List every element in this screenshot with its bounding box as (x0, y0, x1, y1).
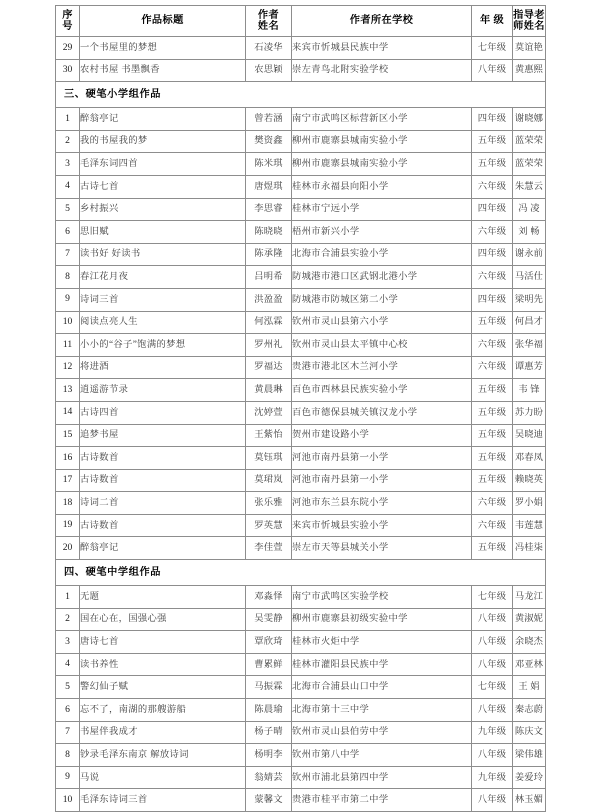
table-row (56, 424, 546, 447)
cell-grade: 八年级 (472, 59, 513, 82)
cell-title: 古诗七首 (80, 175, 246, 198)
cell-author: 覃欣琦 (246, 631, 292, 654)
cell-school: 贵港市桂平市第二中学 (292, 789, 472, 812)
cell-title: 无题 (80, 586, 246, 609)
cell-teacher: 何昌才 (513, 311, 546, 334)
cell-seq: 20 (56, 537, 80, 560)
cell-seq: 16 (56, 447, 80, 470)
cell-teacher: 梁伟雄 (513, 744, 546, 767)
cell-school: 百色市德保县城关镇汉龙小学 (292, 401, 472, 424)
cell-grade: 七年级 (472, 676, 513, 699)
cell-author: 王紫怡 (246, 424, 292, 447)
cell-grade: 四年级 (472, 108, 513, 131)
cell-school: 北海市合浦县实验小学 (292, 243, 472, 266)
cell-seq: 29 (56, 37, 80, 60)
cell-grade: 六年级 (472, 334, 513, 357)
cell-author: 唐煜琪 (246, 175, 292, 198)
table-row (56, 288, 546, 311)
cell-author: 吴雯静 (246, 608, 292, 631)
section-heading-row (56, 82, 546, 108)
cell-title: 农村书屋 书墨飘香 (80, 59, 246, 82)
cell-seq: 10 (56, 311, 80, 334)
cell-author: 曾若涵 (246, 108, 292, 131)
column-header-teacher-line1: 指导老 (513, 9, 545, 21)
cell-seq: 7 (56, 721, 80, 744)
table-row (56, 537, 546, 560)
cell-school: 钦州市灵山县第六小学 (292, 311, 472, 334)
cell-seq: 14 (56, 401, 80, 424)
cell-school: 来宾市忻城县民族中学 (292, 37, 472, 60)
cell-teacher: 赖晓英 (513, 469, 546, 492)
cell-title: 警幻仙子赋 (80, 676, 246, 699)
table-row (56, 266, 546, 289)
cell-seq: 2 (56, 608, 80, 631)
cell-title: 诗词三首 (80, 288, 246, 311)
cell-grade: 八年级 (472, 699, 513, 722)
cell-author: 沈婷萱 (246, 401, 292, 424)
cell-teacher: 陈庆文 (513, 721, 546, 744)
cell-title: 将进酒 (80, 356, 246, 379)
cell-seq: 17 (56, 469, 80, 492)
cell-title: 思旧赋 (80, 221, 246, 244)
cell-grade: 九年级 (472, 766, 513, 789)
cell-author: 杨子晴 (246, 721, 292, 744)
cell-school: 来宾市忻城县实验小学 (292, 514, 472, 537)
cell-teacher: 林玉媚 (513, 789, 546, 812)
cell-school: 北海市合浦县山口中学 (292, 676, 472, 699)
table-row (56, 175, 546, 198)
cell-teacher: 黄淑妮 (513, 608, 546, 631)
cell-school: 桂林市火炬中学 (292, 631, 472, 654)
cell-teacher: 蓝荣荣 (513, 153, 546, 176)
cell-title: 钞录毛泽东南京 解放诗词 (80, 744, 246, 767)
cell-teacher: 莫谊艳 (513, 37, 546, 60)
cell-seq: 19 (56, 514, 80, 537)
table-row (56, 334, 546, 357)
table-row (56, 198, 546, 221)
cell-author: 邓淼怿 (246, 586, 292, 609)
cell-author: 农思颖 (246, 59, 292, 82)
cell-seq: 5 (56, 198, 80, 221)
cell-teacher: 谢晓娜 (513, 108, 546, 131)
cell-seq: 12 (56, 356, 80, 379)
cell-school: 河池市东兰县东院小学 (292, 492, 472, 515)
table-header-row (56, 6, 546, 37)
column-header-author-line1: 作者 (257, 9, 280, 21)
cell-grade: 五年级 (472, 447, 513, 470)
cell-title: 醉翁亭记 (80, 537, 246, 560)
cell-seq: 5 (56, 676, 80, 699)
cell-seq: 8 (56, 744, 80, 767)
cell-author: 洪盈盈 (246, 288, 292, 311)
column-header-teacher-line2: 师姓名 (513, 21, 545, 32)
cell-teacher: 梁明先 (513, 288, 546, 311)
cell-author: 马振霖 (246, 676, 292, 699)
section-heading-row (56, 560, 546, 586)
cell-grade: 五年级 (472, 537, 513, 560)
cell-school: 北海市第十三中学 (292, 699, 472, 722)
cell-title: 古诗数首 (80, 514, 246, 537)
cell-teacher: 王 娟 (513, 676, 546, 699)
cell-teacher: 吴晓迪 (513, 424, 546, 447)
cell-author: 杨明李 (246, 744, 292, 767)
cell-author: 张乐雅 (246, 492, 292, 515)
column-header-teacher (513, 6, 546, 37)
cell-title: 古诗数首 (80, 469, 246, 492)
table-row (56, 608, 546, 631)
column-header-title: 作品标题 (80, 6, 246, 37)
cell-seq: 11 (56, 334, 80, 357)
cell-title: 忘不了，南湖的那艘游船 (80, 699, 246, 722)
cell-school: 桂林市宁远小学 (292, 198, 472, 221)
cell-school: 防城港市港口区武钢北港小学 (292, 266, 472, 289)
cell-school: 百色市西林县民族实验小学 (292, 379, 472, 402)
table-row (56, 721, 546, 744)
cell-grade: 五年级 (472, 401, 513, 424)
cell-school: 柳州市鹿寨县城南实验小学 (292, 153, 472, 176)
cell-title: 醉翁亭记 (80, 108, 246, 131)
column-header-seq (56, 6, 80, 37)
cell-author: 蒙馨文 (246, 789, 292, 812)
cell-title: 读书好 好读书 (80, 243, 246, 266)
cell-title: 一个书屋里的梦想 (80, 37, 246, 60)
cell-grade: 八年级 (472, 608, 513, 631)
cell-school: 钦州市第八中学 (292, 744, 472, 767)
cell-author: 罗州礼 (246, 334, 292, 357)
cell-school: 南宁市武鸣区标营新区小学 (292, 108, 472, 131)
table-row (56, 243, 546, 266)
column-header-seq-line1: 序 (62, 9, 73, 21)
cell-seq: 30 (56, 59, 80, 82)
cell-seq: 9 (56, 766, 80, 789)
cell-grade: 八年级 (472, 744, 513, 767)
cell-school: 桂林市灌阳县民族中学 (292, 653, 472, 676)
cell-grade: 九年级 (472, 721, 513, 744)
cell-grade: 六年级 (472, 266, 513, 289)
cell-seq: 8 (56, 266, 80, 289)
cell-title: 阅读点亮人生 (80, 311, 246, 334)
award-list-table (55, 5, 546, 812)
cell-teacher: 罗小娟 (513, 492, 546, 515)
cell-school: 贺州市建设路小学 (292, 424, 472, 447)
cell-teacher: 邓春凤 (513, 447, 546, 470)
cell-grade: 六年级 (472, 356, 513, 379)
cell-school: 柳州市鹿寨县初级实验中学 (292, 608, 472, 631)
cell-teacher: 余晓杰 (513, 631, 546, 654)
table-row (56, 469, 546, 492)
cell-grade: 四年级 (472, 243, 513, 266)
cell-school: 河池市南丹县第一小学 (292, 447, 472, 470)
cell-seq: 9 (56, 288, 80, 311)
cell-grade: 八年级 (472, 631, 513, 654)
cell-title: 书屋伴我成才 (80, 721, 246, 744)
cell-author: 罗英慧 (246, 514, 292, 537)
column-header-author-line2: 姓名 (257, 21, 280, 32)
cell-teacher: 姜爱玲 (513, 766, 546, 789)
cell-grade: 六年级 (472, 492, 513, 515)
cell-seq: 6 (56, 221, 80, 244)
cell-seq: 1 (56, 108, 80, 131)
cell-teacher: 苏力盼 (513, 401, 546, 424)
cell-author: 吕明希 (246, 266, 292, 289)
table-body (56, 37, 546, 812)
cell-grade: 五年级 (472, 130, 513, 153)
cell-title: 诗词二首 (80, 492, 246, 515)
cell-seq: 10 (56, 789, 80, 812)
table-row (56, 653, 546, 676)
table-row (56, 631, 546, 654)
table-row (56, 59, 546, 82)
cell-school: 崇左市天等县城关小学 (292, 537, 472, 560)
cell-school: 崇左青鸟北附实验学校 (292, 59, 472, 82)
cell-grade: 四年级 (472, 198, 513, 221)
cell-teacher: 蓝荣荣 (513, 130, 546, 153)
cell-title: 春江花月夜 (80, 266, 246, 289)
table-row (56, 221, 546, 244)
cell-title: 国在心在，国强心强 (80, 608, 246, 631)
cell-school: 南宁市武鸣区实验学校 (292, 586, 472, 609)
cell-author: 陈承隆 (246, 243, 292, 266)
cell-teacher: 谭惠芳 (513, 356, 546, 379)
table-row (56, 401, 546, 424)
cell-teacher: 韦莲慧 (513, 514, 546, 537)
cell-grade: 七年级 (472, 586, 513, 609)
cell-seq: 7 (56, 243, 80, 266)
cell-teacher: 刘 畅 (513, 221, 546, 244)
cell-teacher: 邓亚林 (513, 653, 546, 676)
cell-seq: 18 (56, 492, 80, 515)
cell-title: 唐诗七首 (80, 631, 246, 654)
cell-seq: 2 (56, 130, 80, 153)
table-row (56, 130, 546, 153)
table-row (56, 37, 546, 60)
cell-title: 古诗数首 (80, 447, 246, 470)
column-header-seq-line2: 号 (62, 21, 73, 32)
cell-author: 黄晨琳 (246, 379, 292, 402)
table-row (56, 447, 546, 470)
table-row (56, 789, 546, 812)
cell-author: 樊资鑫 (246, 130, 292, 153)
cell-seq: 6 (56, 699, 80, 722)
table-row (56, 492, 546, 515)
cell-school: 钦州市灵山县伯劳中学 (292, 721, 472, 744)
cell-grade: 八年级 (472, 789, 513, 812)
cell-teacher: 谢永前 (513, 243, 546, 266)
cell-seq: 3 (56, 153, 80, 176)
cell-title: 我的书屋我的梦 (80, 130, 246, 153)
cell-seq: 15 (56, 424, 80, 447)
cell-author: 罗福达 (246, 356, 292, 379)
cell-grade: 八年级 (472, 653, 513, 676)
table-row (56, 586, 546, 609)
cell-author: 曹累鲜 (246, 653, 292, 676)
cell-teacher: 马活仕 (513, 266, 546, 289)
table-row (56, 311, 546, 334)
table-row (56, 108, 546, 131)
cell-author: 翁婧芸 (246, 766, 292, 789)
cell-seq: 4 (56, 175, 80, 198)
cell-school: 河池市南丹县第一小学 (292, 469, 472, 492)
cell-school: 桂林市永福县向阳小学 (292, 175, 472, 198)
column-header-author (246, 6, 292, 37)
table-row (56, 379, 546, 402)
cell-school: 柳州市鹿寨县城南实验小学 (292, 130, 472, 153)
table-row (56, 153, 546, 176)
cell-school: 钦州市灵山县太平镇中心校 (292, 334, 472, 357)
cell-grade: 四年级 (472, 288, 513, 311)
cell-title: 读书养性 (80, 653, 246, 676)
cell-school: 梧州市新兴小学 (292, 221, 472, 244)
cell-title: 乡村振兴 (80, 198, 246, 221)
cell-teacher: 秦志蔚 (513, 699, 546, 722)
cell-author: 陈晓晓 (246, 221, 292, 244)
cell-grade: 五年级 (472, 469, 513, 492)
cell-author: 李佳萱 (246, 537, 292, 560)
table-row (56, 356, 546, 379)
cell-title: 追梦书屋 (80, 424, 246, 447)
cell-grade: 五年级 (472, 311, 513, 334)
cell-title: 马说 (80, 766, 246, 789)
cell-title: 古诗四首 (80, 401, 246, 424)
table-row (56, 514, 546, 537)
cell-teacher: 冯 凌 (513, 198, 546, 221)
cell-author: 何泓霖 (246, 311, 292, 334)
cell-title: 毛泽东词四首 (80, 153, 246, 176)
cell-teacher: 马龙江 (513, 586, 546, 609)
cell-teacher: 韦 锋 (513, 379, 546, 402)
cell-seq: 3 (56, 631, 80, 654)
table-row (56, 744, 546, 767)
cell-grade: 六年级 (472, 175, 513, 198)
cell-title: 逍遥游节录 (80, 379, 246, 402)
cell-author: 莫钰琪 (246, 447, 292, 470)
cell-teacher: 朱慧云 (513, 175, 546, 198)
cell-grade: 七年级 (472, 37, 513, 60)
cell-grade: 六年级 (472, 514, 513, 537)
cell-school: 钦州市浦北县第四中学 (292, 766, 472, 789)
cell-title: 毛泽东诗词三首 (80, 789, 246, 812)
section-heading-label: 三、硬笔小学组作品 (56, 82, 546, 108)
cell-title: 小小的“谷子”饱满的梦想 (80, 334, 246, 357)
cell-teacher: 张华福 (513, 334, 546, 357)
cell-author: 陈米琪 (246, 153, 292, 176)
cell-seq: 1 (56, 586, 80, 609)
cell-grade: 五年级 (472, 379, 513, 402)
column-header-grade: 年 级 (472, 6, 513, 37)
cell-school: 防城港市防城区第二小学 (292, 288, 472, 311)
table-row (56, 676, 546, 699)
cell-teacher: 冯桂柒 (513, 537, 546, 560)
cell-author: 陈晨瑜 (246, 699, 292, 722)
cell-author: 李思睿 (246, 198, 292, 221)
cell-author: 莫珺岚 (246, 469, 292, 492)
cell-seq: 4 (56, 653, 80, 676)
column-header-school: 作者所在学校 (292, 6, 472, 37)
cell-grade: 五年级 (472, 424, 513, 447)
cell-seq: 13 (56, 379, 80, 402)
cell-school: 贵港市港北区木兰河小学 (292, 356, 472, 379)
cell-author: 石凌华 (246, 37, 292, 60)
cell-grade: 五年级 (472, 153, 513, 176)
table-row (56, 699, 546, 722)
section-heading-label: 四、硬笔中学组作品 (56, 560, 546, 586)
table-header (56, 6, 546, 37)
cell-grade: 六年级 (472, 221, 513, 244)
cell-teacher: 黄惠熙 (513, 59, 546, 82)
